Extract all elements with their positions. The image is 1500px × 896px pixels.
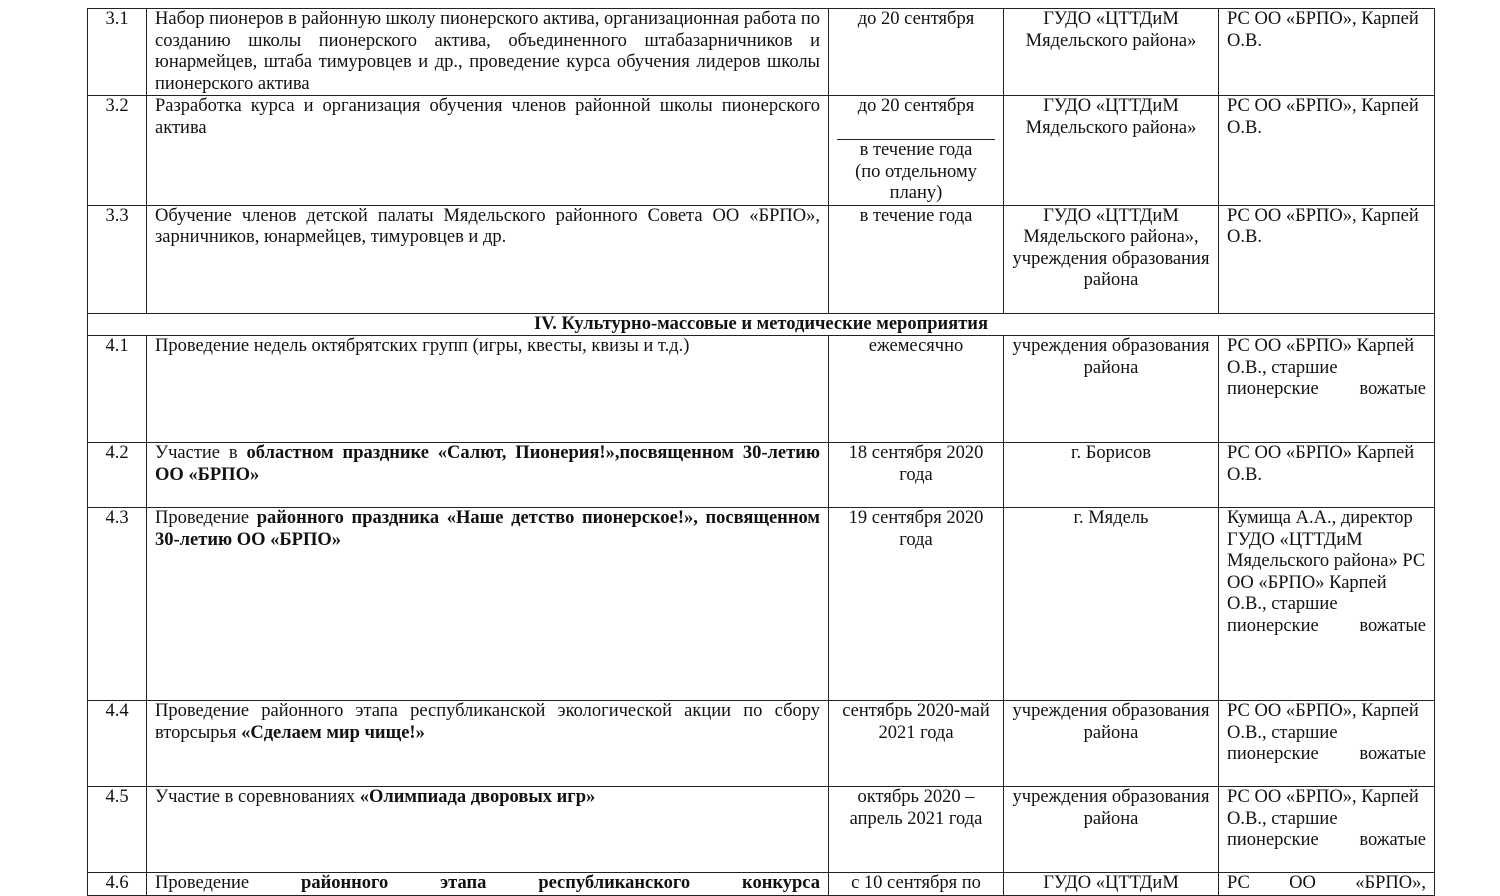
place-cell: учреждения образования района [1004,701,1219,787]
activity-plan-table [87,8,1435,896]
row-number: 4.4 [88,701,147,787]
table-row [88,443,1435,508]
activity-cell [147,873,829,896]
date-cell: с 10 сентября по [829,873,1004,896]
place-cell: г. Борисов [1004,443,1219,508]
activity-cell [147,443,829,508]
date-cell: ежемесячно [829,336,1004,443]
row-number: 4.2 [88,443,147,508]
activity-highlight: районного праздника «Наше детство пионерское!», посвященном 30-летию ОО «БРПО» [155,508,821,550]
responsible-cell: РС ОО «БРПО» Карпей О.В. [1219,443,1435,508]
activity-text: Проведение районного этапа республиканской экологической акции по сбору вторсырья [155,701,820,743]
row-number: 3.2 [88,96,147,206]
row-number: 3.1 [88,9,147,96]
row-number: 4.5 [88,787,147,873]
responsible-cell: РС ОО «БРПО», Карпей О.В. [1219,205,1435,313]
date-subcell: до 20 сентября [837,96,995,140]
responsible-cell: РС ОО «БРПО», Карпей О.В. [1219,96,1435,206]
responsible-cell: РС ОО «БРПО» Карпей О.В., старшие пионерские вожатые [1219,336,1435,443]
section-row [88,313,1435,336]
activity-cell [147,508,829,701]
place-cell: учреждения образования района [1004,787,1219,873]
place-cell: учреждения образования района [1004,336,1219,443]
row-number: 4.3 [88,508,147,701]
responsible-cell: Кумища А.А., директор ГУДО «ЦТТДиМ Мядельского района» РС ОО «БРПО» Карпей О.В., старшие пионерские вожатые [1219,508,1435,701]
activity-cell [147,701,829,787]
activity-cell: Обучение членов детской палаты Мядельского районного Совета ОО «БРПО», зарничников, юнармейцев, тимуровцев и др. [147,205,829,313]
table-row [88,336,1435,443]
table-row [88,205,1435,313]
responsible-cell: РС ОО «БРПО», Карпей О.В. [1219,9,1435,96]
row-number: 4.6 [88,873,147,896]
activity-text: Проведение [155,873,302,893]
place-cell: г. Мядель [1004,508,1219,701]
activity-highlight: «Олимпиада дворовых игр» [359,787,596,807]
table-row [88,508,1435,701]
row-number: 3.3 [88,205,147,313]
date-cell [829,96,1004,206]
activity-text: Проведение [155,508,257,528]
responsible-cell: РС ОО «БРПО», [1219,873,1435,896]
activity-text: Участие в [155,443,247,463]
date-cell: до 20 сентября [829,9,1004,96]
table-row [88,787,1435,873]
date-cell: 19 сентября 2020 года [829,508,1004,701]
activity-cell: Разработка курса и организация обучения членов районной школы пионерского актива [147,96,829,206]
place-cell: ГУДО «ЦТТДиМ Мядельского района», учреждения образования района [1004,205,1219,313]
activity-cell: Набор пионеров в районную школу пионерского актива, организационная работа по созданию школы пионерского актива, объединенного штабазарничников и юнармейцев, штаба тимуровцев и др., проведение курса обучения лидеров школы пионерского актива [147,9,829,96]
place-cell: ГУДО «ЦТТДиМ Мядельского района» [1004,96,1219,206]
activity-cell: Проведение недель октябрятских групп (игры, квесты, квизы и т.д.) [147,336,829,443]
date-cell: 18 сентября 2020 года [829,443,1004,508]
table-row [88,701,1435,787]
activity-highlight: районного этапа республиканского конкурса [301,873,820,893]
date-cell: сентябрь 2020-май 2021 года [829,701,1004,787]
table-row [88,96,1435,206]
table-row [88,873,1435,896]
section-heading: IV. Культурно-массовые и методические мероприятия [88,313,1435,336]
activity-highlight: областном празднике «Салют, Пионерия!»,посвященном 30-летию ОО «БРПО» [155,443,820,485]
date-cell: октябрь 2020 – апрель 2021 года [829,787,1004,873]
table-row [88,9,1435,96]
activity-cell [147,787,829,873]
activity-highlight: «Сделаем мир чище!» [241,722,425,743]
date-subcell: в течение года (по отдельному плану) [855,140,977,203]
responsible-cell: РС ОО «БРПО», Карпей О.В., старшие пионерские вожатые [1219,701,1435,787]
row-number: 4.1 [88,336,147,443]
place-cell: ГУДО «ЦТТДиМ Мядельского района» [1004,9,1219,96]
activity-text: Участие в соревнованиях [155,787,360,807]
responsible-cell: РС ОО «БРПО», Карпей О.В., старшие пионерские вожатые [1219,787,1435,873]
place-cell: ГУДО «ЦТТДиМ [1004,873,1219,896]
date-cell: в течение года [829,205,1004,313]
